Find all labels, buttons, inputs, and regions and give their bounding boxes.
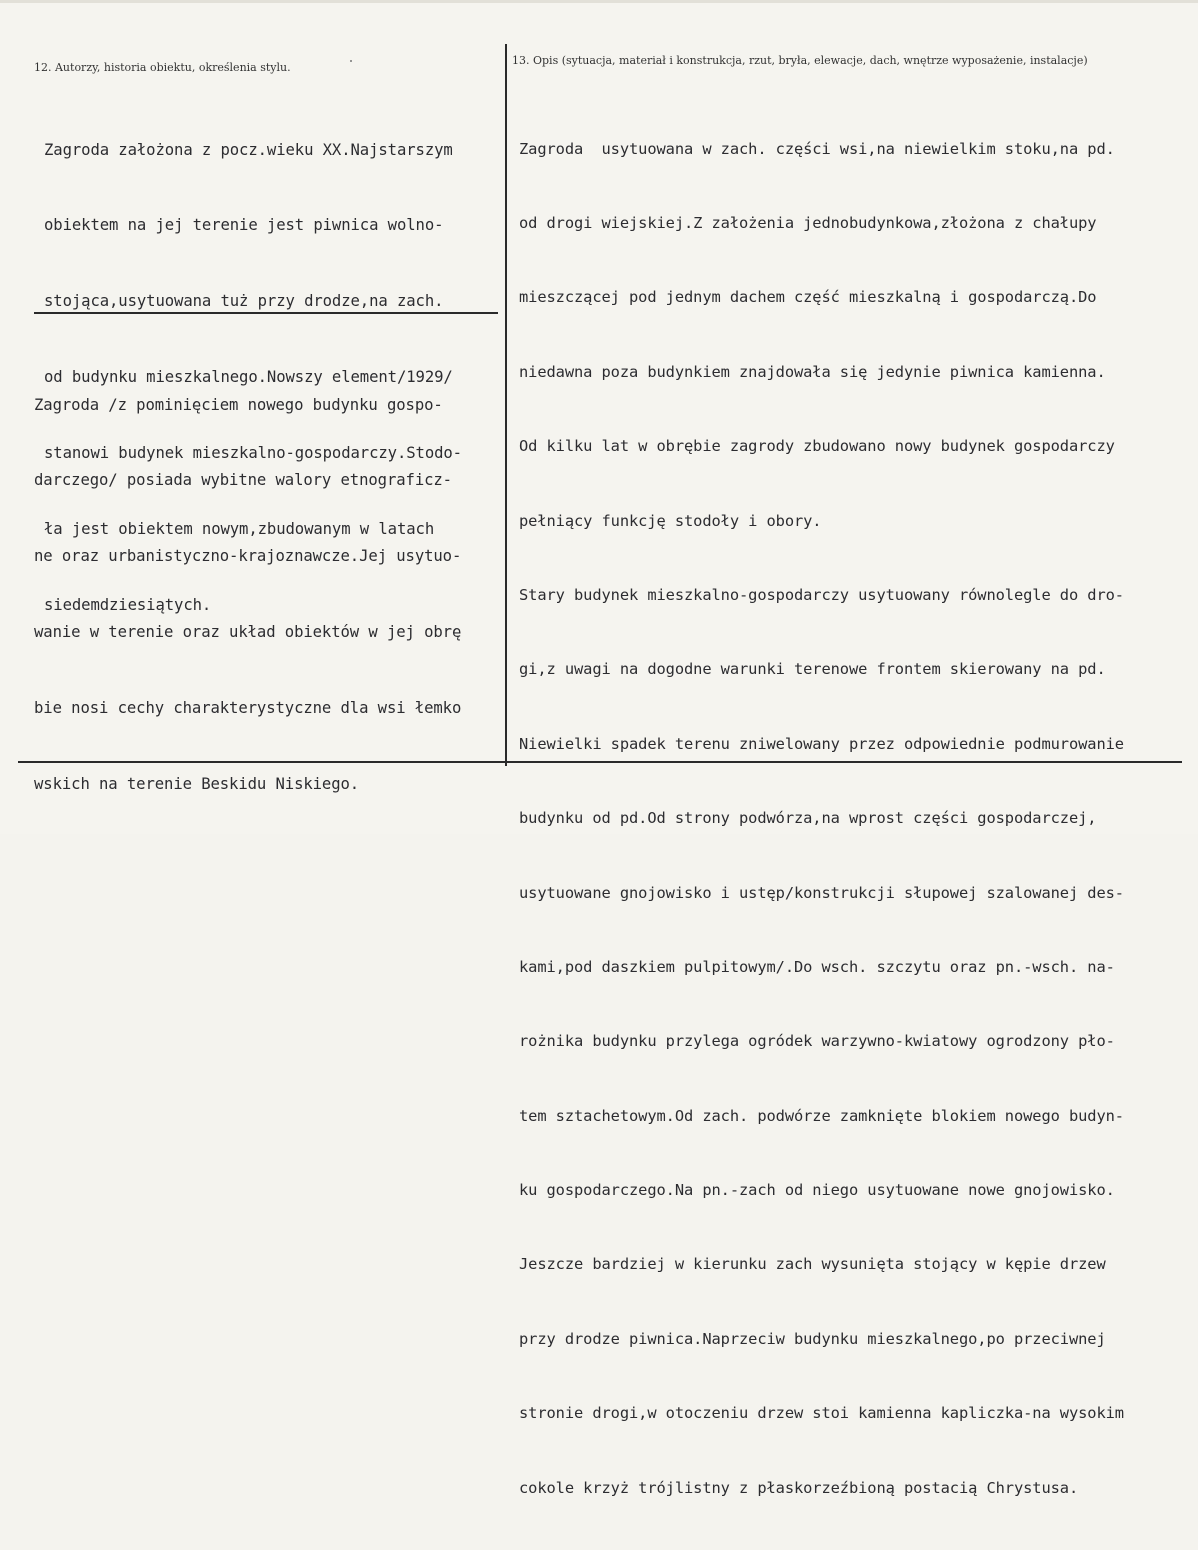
description-line: Od kilku lat w obrębie zagrody zbudowano nowy budynek gospodarczy — [519, 437, 1115, 456]
values-text — [34, 342, 461, 848]
description-line: Niewielki spadek terenu zniwelowany przez odpowiednie podmurowanie — [519, 734, 1124, 753]
values-line: bie nosi cechy charakterystyczne dla wsi łemko — [34, 699, 462, 718]
history-line: obiektem na jej terenie jest piwnica wolno- — [44, 216, 444, 235]
history-line: ła jest obiektem nowym,zbudowanym w latach — [44, 520, 435, 539]
description-line: budynku od pd.Od strony podwórza,na wprost części gospodarczej, — [519, 809, 1097, 828]
section-12-label: 12. Autorzy, historia obiektu, określenia stylu. — [34, 61, 291, 74]
description-line: Stary budynek mieszkalno-gospodarczy usytuowany równolegle do dro- — [519, 585, 1124, 604]
history-line: Zagroda założona z pocz.wieku XX.Najstarszym — [44, 140, 453, 159]
stray-dot — [350, 60, 352, 62]
description-line: Jeszcze bardziej w kierunku zach wysunięta stojący w kępie drzew — [519, 1255, 1106, 1274]
description-line: rożnika budynku przylega ogródek warzywno-kwiatowy ogrodzony pło- — [519, 1032, 1115, 1051]
description-line: ku gospodarczego.Na pn.-zach od niego usytuowane nowe gnojowisko. — [519, 1181, 1115, 1200]
description-line: usytuowane gnojowisko i ustęp/konstrukcji słupowej szalowanej des- — [519, 883, 1124, 902]
values-line: darczego/ posiada wybitne walory etnograficz- — [34, 471, 452, 490]
card-top-edge — [0, 0, 1198, 3]
description-line: stronie drogi,w otoczeniu drzew stoi kamienna kapliczka-na wysokim — [519, 1404, 1124, 1423]
column-divider — [505, 44, 507, 766]
values-line: Zagroda /z pominięciem nowego budynku gospo- — [34, 395, 443, 414]
section-13-label: 13. Opis (sytuacja, materiał i konstrukcja, rzut, bryła, elewacje, dach, wnętrze wyposażenie, instalacje) — [512, 54, 1088, 67]
description-line: przy drodze piwnica.Naprzeciw budynku mieszkalnego,po przeciwnej — [519, 1329, 1106, 1348]
description-line: od drogi wiejskiej.Z założenia jednobudynkowa,złożona z chałupy — [519, 213, 1097, 232]
values-line: wanie w terenie oraz układ obiektów w jej obrę — [34, 623, 462, 642]
description-line: mieszczącej pod jednym dachem część mieszkalną i gospodarczą.Do — [519, 288, 1097, 307]
history-line: stojąca,usytuowana tuż przy drodze,na zach. — [44, 292, 444, 311]
description-line: niedawna poza budynkiem znajdowała się jedynie piwnica kamienna. — [519, 362, 1106, 381]
description-line: kami,pod daszkiem pulpitowym/.Do wsch. szczytu oraz pn.-wsch. na- — [519, 957, 1115, 976]
history-line: od budynku mieszkalnego.Nowszy element/1929/ — [44, 368, 453, 387]
description-line: cokole krzyż trójlistny z płaskorzeźbioną postacią Chrystusa. — [519, 1478, 1079, 1497]
description-line: gi,z uwagi na dogodne warunki terenowe frontem skierowany na pd. — [519, 660, 1106, 679]
description-line: pełniący funkcję stodoły i obory. — [519, 511, 822, 530]
values-line: ne oraz urbanistyczno-krajoznawcze.Jej usytuo- — [34, 547, 462, 566]
values-line: wskich na terenie Beskidu Niskiego. — [34, 775, 360, 794]
history-line: siedemdziesiątych. — [44, 595, 212, 614]
description-line: tem sztachetowym.Od zach. podwórze zamknięte blokiem nowego budyn- — [519, 1106, 1124, 1125]
history-line: stanowi budynek mieszkalno-gospodarczy.Stodo- — [44, 444, 462, 463]
description-line: Zagroda usytuowana w zach. części wsi,na niewielkim stoku,na pd. — [519, 139, 1115, 158]
description-text — [519, 87, 1124, 1550]
